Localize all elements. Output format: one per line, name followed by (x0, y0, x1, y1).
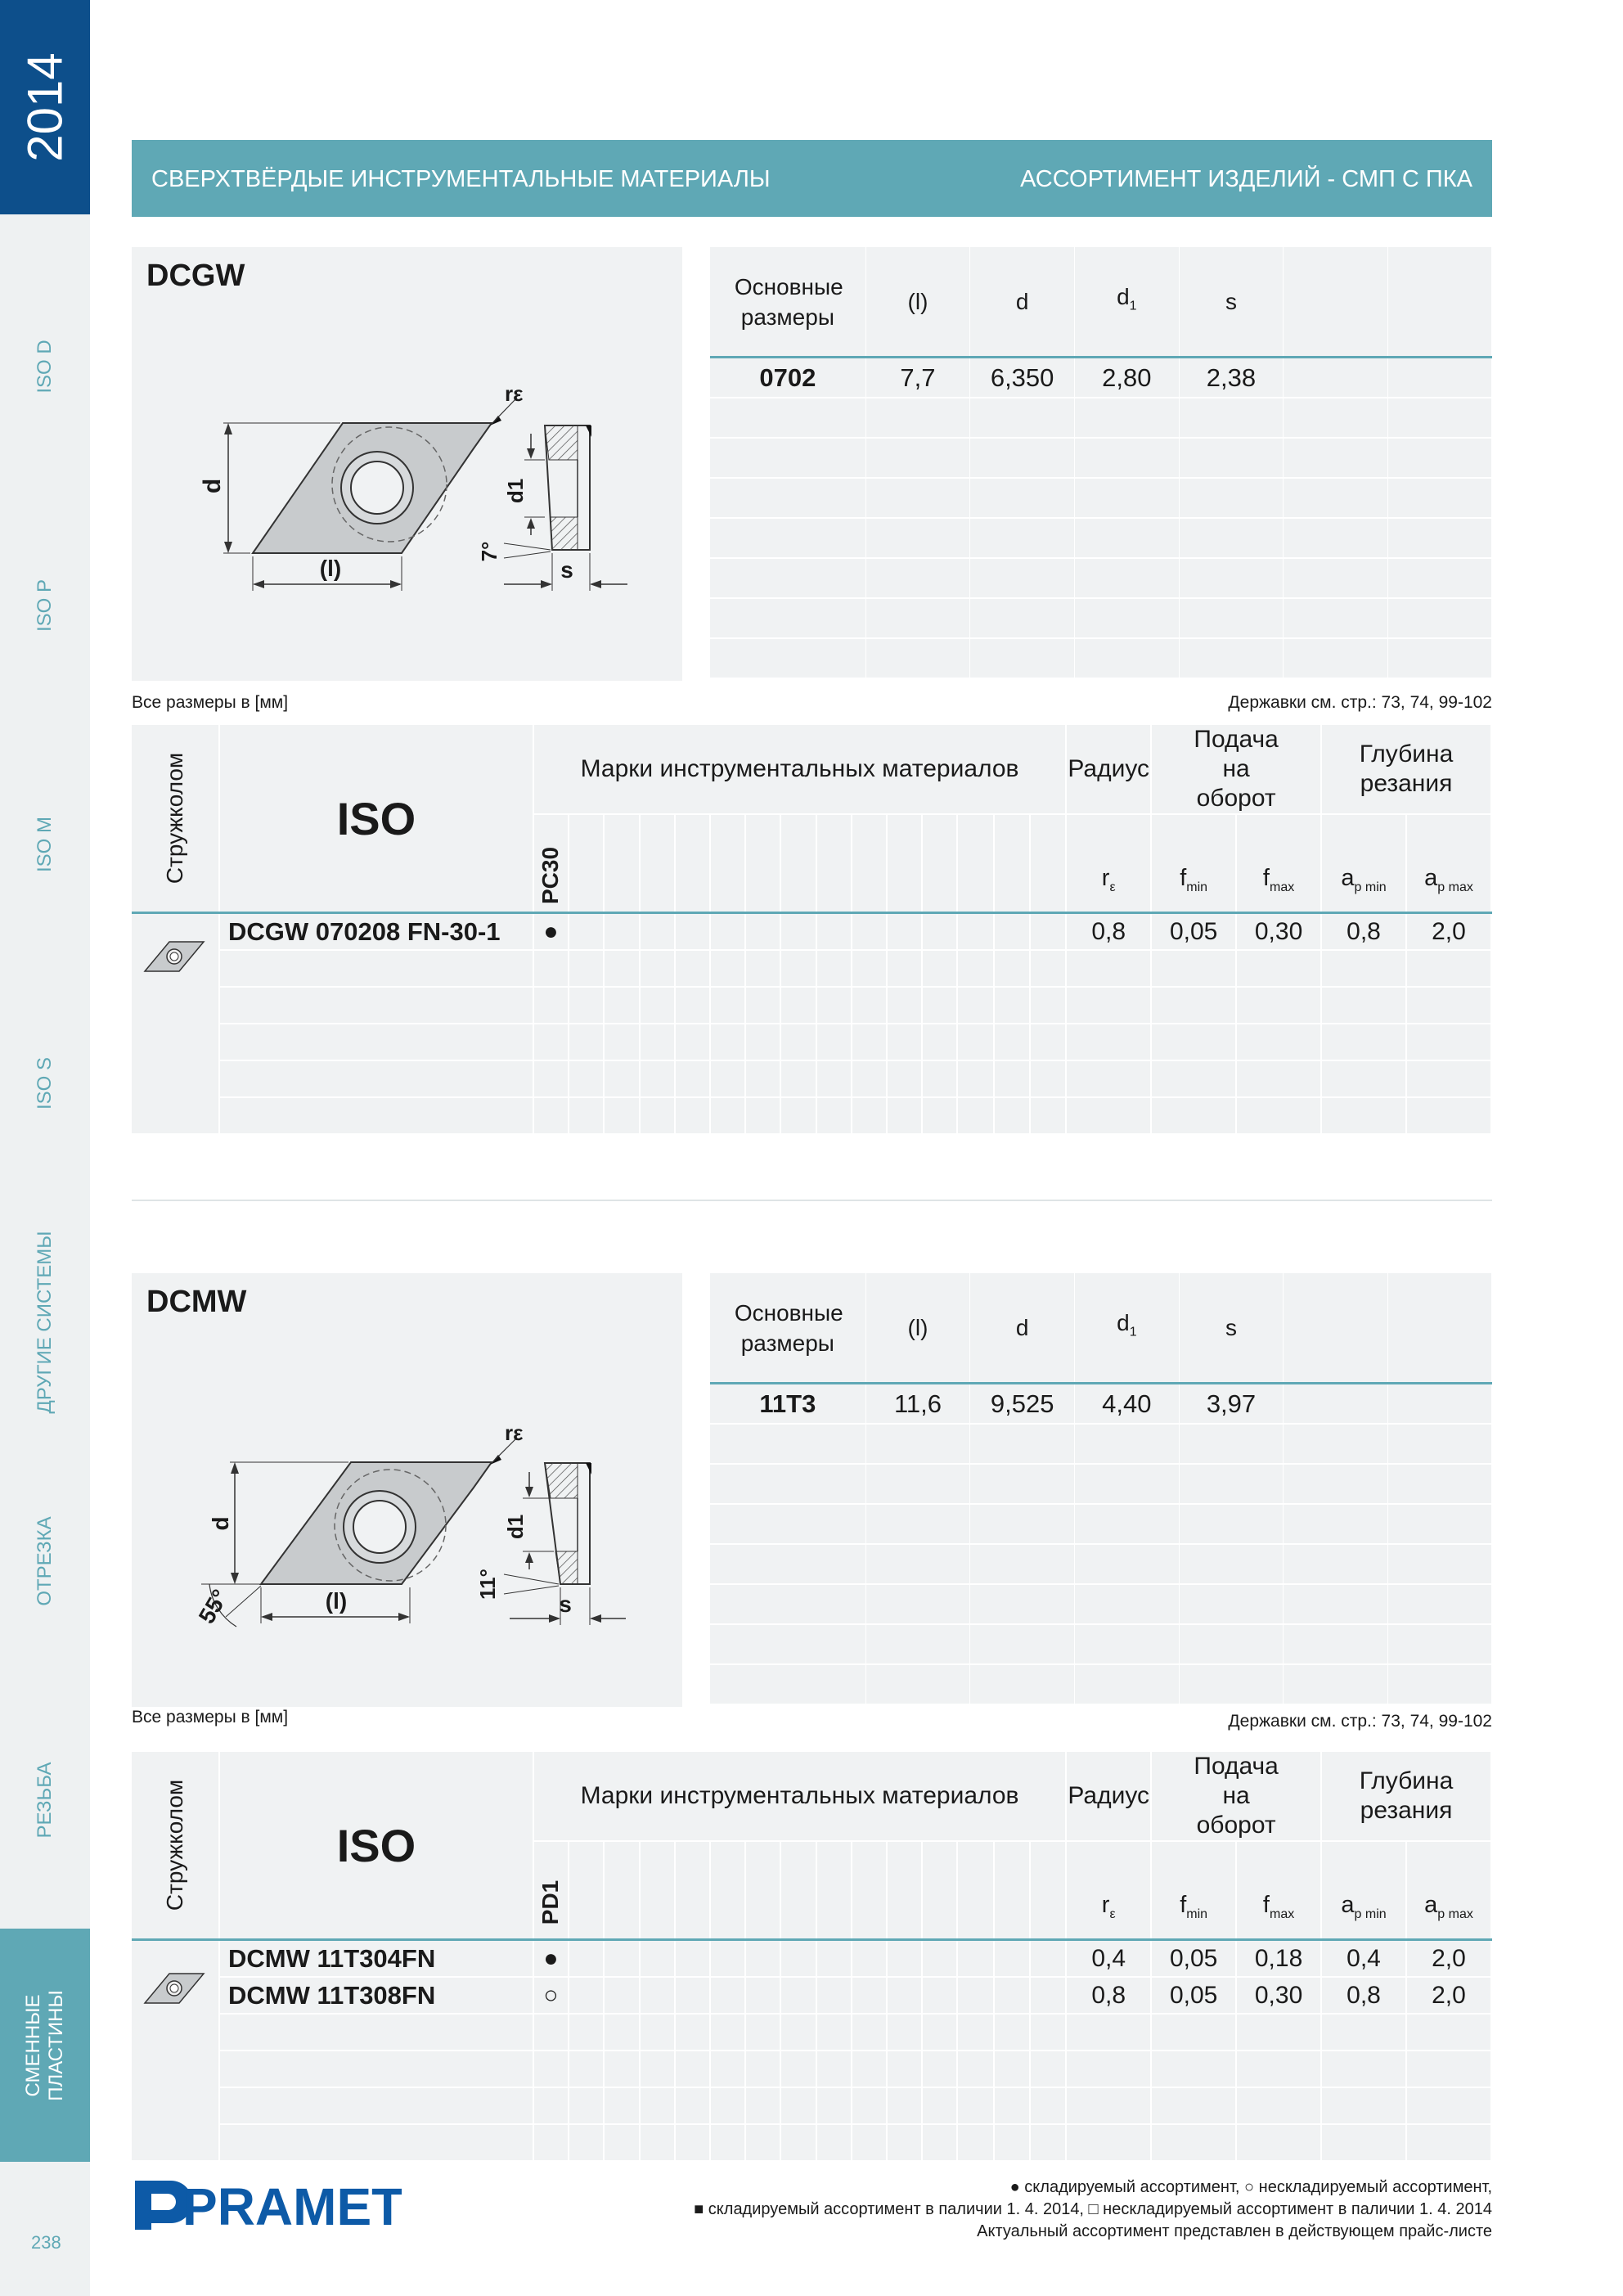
sym-fmax (1236, 1841, 1321, 1940)
dimension-table (710, 247, 1492, 679)
grade-label: PD1 (537, 1880, 564, 1925)
dim-empty (1387, 1384, 1491, 1425)
col-depth-label: Глубина резания (1359, 1767, 1454, 1824)
holders-note: Державки см. стр.: 73, 74, 99-102 (1228, 1712, 1492, 1731)
tab-iso-d[interactable] (0, 250, 90, 483)
dim-col-d: d (970, 1273, 1075, 1384)
tab-iso-p[interactable] (0, 488, 90, 722)
tab-parting[interactable] (0, 1444, 90, 1677)
product-section-dcgw (132, 247, 1492, 1131)
sym-f-base: f (1262, 865, 1270, 892)
col-iso: ISO (219, 725, 533, 913)
sym-a-base: a (1424, 865, 1438, 892)
dim-col-l: (l) (865, 1273, 970, 1384)
year-label: 2014 (17, 52, 73, 162)
sym-apmax (1406, 1841, 1491, 1940)
chipbreaker-thumb (132, 1940, 219, 2162)
dim-size: 11T3 (710, 1384, 865, 1425)
value-apmin: 0,4 (1321, 1940, 1406, 1978)
pramet-logo (132, 2176, 402, 2237)
insert-thumb-icon (133, 1962, 215, 2011)
sym-r-base: r (1101, 1892, 1110, 1919)
sym-apmin-sub: p min (1354, 880, 1387, 894)
dim-col-empty (1387, 1273, 1491, 1384)
label-r: rε (505, 1420, 524, 1445)
label-d: d (199, 478, 226, 494)
sym-r-sub: ε (1109, 1907, 1116, 1921)
sym-r (1066, 814, 1151, 913)
col-radius: Радиус (1066, 725, 1151, 814)
insert-drawing (132, 247, 682, 681)
dim-col-d1-sub: 1 (1129, 299, 1137, 313)
dim-header-text: Основные размеры (734, 1299, 843, 1356)
sym-fmin (1151, 1841, 1236, 1940)
dim-empty (1387, 358, 1491, 398)
page-number: 238 (31, 2232, 61, 2253)
dim-s: 3,97 (1179, 1384, 1284, 1425)
dims-note: Все размеры в [мм] (132, 693, 289, 712)
sym-apmin (1321, 814, 1406, 913)
value-r: 0,8 (1066, 913, 1151, 951)
label-s: s (559, 1591, 572, 1617)
year-badge (0, 0, 90, 214)
label-s: s (560, 557, 573, 583)
pramet-logo-icon (132, 2176, 402, 2233)
stock-mark: ● (533, 1940, 569, 1978)
tab-iso-s[interactable] (0, 966, 90, 1200)
sym-apmin (1321, 1841, 1406, 1940)
dim-empty (1284, 358, 1387, 398)
col-feed (1151, 725, 1321, 814)
insert-drawing (132, 1273, 682, 1707)
col-depth-label: Глубина резания (1359, 741, 1454, 797)
dim-col-d1-base: d (1117, 1310, 1130, 1336)
grade-header (533, 1841, 569, 1940)
sidebar (0, 0, 90, 2296)
insert-code: DCMW (146, 1285, 247, 1319)
sym-fmin (1151, 814, 1236, 913)
value-apmax: 2,0 (1406, 913, 1491, 951)
stock-legend (694, 2177, 1492, 2243)
dim-s: 2,38 (1179, 358, 1284, 398)
designation: DCMW 11T308FN (219, 1977, 533, 2014)
tab-threading[interactable] (0, 1683, 90, 1916)
section-header (132, 140, 1492, 217)
dim-col-d1-base: d (1117, 284, 1130, 310)
dimension-table (710, 1273, 1492, 1705)
sym-r-base: r (1101, 865, 1110, 892)
sym-fmax-sub: max (1269, 1907, 1295, 1921)
dim-col-l: (l) (865, 247, 970, 358)
dim-col-empty (1284, 247, 1387, 358)
tab-label: ISO P (34, 579, 56, 632)
value-fmin: 0,05 (1151, 1940, 1236, 1978)
value-apmax: 2,0 (1406, 1940, 1491, 1978)
table-row (132, 913, 1491, 951)
value-r: 0,8 (1066, 1977, 1151, 2014)
sym-fmin-sub: min (1186, 1907, 1208, 1921)
col-iso: ISO (219, 1752, 533, 1940)
tab-label: ISO S (34, 1056, 56, 1110)
header-left: СВЕРХТВЁРДЫЕ ИНСТРУМЕНТАЛЬНЫЕ МАТЕРИАЛЫ (151, 166, 771, 192)
col-feed-label: Подача на оборот (1194, 726, 1279, 812)
label-angle: 11° (475, 1569, 500, 1600)
legend-line-2: ■ складируемый ассортимент в паличии 1. 4. 2014, □ нескладируемый ассортимент в паличии 1. 4. 2014 (694, 2200, 1492, 2218)
dim-d: 6,350 (970, 358, 1075, 398)
label-d: d (208, 1516, 233, 1531)
dim-l: 7,7 (865, 358, 970, 398)
sym-fmin-sub: min (1186, 880, 1208, 894)
sym-r (1066, 1841, 1151, 1940)
table-row (132, 1977, 1491, 2014)
dim-col-d1 (1075, 1273, 1180, 1384)
sym-r-sub: ε (1109, 880, 1116, 894)
dim-header-text: Основные размеры (734, 273, 843, 330)
value-fmax: 0,30 (1236, 913, 1321, 951)
col-depth (1321, 1752, 1491, 1841)
insert-thumb-icon (133, 930, 215, 979)
dim-col-d1 (1074, 247, 1179, 358)
label-l: (l) (325, 1588, 348, 1614)
tab-label: ОТРЕЗКА (34, 1515, 56, 1606)
sym-apmax-sub: p max (1437, 1907, 1473, 1921)
sym-a-base: a (1341, 1892, 1355, 1919)
sym-apmax (1406, 814, 1491, 913)
col-chipbreaker-label: Стружколом (162, 1779, 187, 1911)
dim-col-d1-sub: 1 (1129, 1325, 1137, 1339)
sym-apmax-sub: p max (1437, 880, 1473, 894)
legend-line-3: Актуальный ассортимент представлен в действующем прайс-листе (977, 2222, 1492, 2240)
value-fmin: 0,05 (1151, 1977, 1236, 2014)
label-l: (l) (319, 556, 342, 581)
product-table (132, 725, 1492, 1135)
col-depth (1321, 725, 1491, 814)
dims-note: Все размеры в [мм] (132, 1708, 289, 1727)
sym-fmax-sub: max (1269, 880, 1295, 894)
col-grades: Марки инструментальных материалов (533, 1752, 1066, 1841)
label-d1: d1 (503, 478, 528, 504)
product-table (132, 1752, 1492, 2162)
label-corner-angle: 55° (193, 1585, 233, 1628)
dim-col-empty (1284, 1273, 1387, 1384)
tab-label: РЕЗЬБА (34, 1762, 56, 1838)
sym-fmax (1236, 814, 1321, 913)
insert-drawing-box (132, 1273, 682, 1707)
value-r: 0,4 (1066, 1940, 1151, 1978)
col-chipbreaker-label: Стружколом (162, 752, 187, 885)
sym-a-base: a (1424, 1892, 1438, 1919)
value-fmax: 0,18 (1236, 1940, 1321, 1978)
header-right: АССОРТИМЕНТ ИЗДЕЛИЙ - СМП С ПКА (1020, 166, 1472, 192)
col-feed (1151, 1752, 1321, 1841)
logo-text: PRAMET (182, 2177, 402, 2233)
sym-apmin-sub: p min (1354, 1907, 1387, 1921)
col-grades: Марки инструментальных материалов (533, 725, 1066, 814)
label-r: rε (505, 381, 524, 406)
col-chipbreaker (132, 1752, 219, 1940)
sym-f-base: f (1180, 1892, 1187, 1919)
dim-col-s: s (1179, 247, 1284, 358)
dim-col-d: d (970, 247, 1075, 358)
col-radius: Радиус (1066, 1752, 1151, 1841)
value-fmax: 0,30 (1236, 1977, 1321, 2014)
tab-inserts[interactable] (0, 1929, 90, 2162)
sym-f-base: f (1262, 1892, 1270, 1919)
value-apmin: 0,8 (1321, 1977, 1406, 2014)
dim-d1: 2,80 (1074, 358, 1179, 398)
holders-note: Державки см. стр.: 73, 74, 99-102 (1228, 693, 1492, 712)
value-apmin: 0,8 (1321, 913, 1406, 951)
sym-a-base: a (1341, 865, 1355, 892)
dim-d1: 4,40 (1075, 1384, 1180, 1425)
chipbreaker-thumb (132, 913, 219, 1135)
grade-header (533, 814, 569, 913)
col-chipbreaker (132, 725, 219, 913)
value-fmin: 0,05 (1151, 913, 1236, 951)
tab-iso-m[interactable] (0, 727, 90, 961)
designation: DCMW 11T304FN (219, 1940, 533, 1978)
col-feed-label: Подача на оборот (1194, 1753, 1279, 1839)
dim-col-empty (1387, 247, 1491, 358)
dim-header (710, 247, 865, 358)
designation: DCGW 070208 FN-30-1 (219, 913, 533, 951)
tab-label: ISO M (34, 816, 56, 872)
section-divider (132, 1200, 1492, 1201)
tab-label: ДРУГИЕ СИСТЕМЫ (34, 1231, 56, 1413)
product-section-dcmw (132, 1273, 1492, 2157)
stock-mark: ● (533, 913, 569, 951)
insert-code: DCGW (146, 259, 245, 293)
label-angle: 7° (477, 541, 501, 562)
tab-label: ISO D (34, 339, 56, 394)
grade-label: PC30 (537, 846, 564, 905)
table-row (132, 1940, 1491, 1978)
insert-drawing-box (132, 247, 682, 681)
dim-col-s: s (1179, 1273, 1284, 1384)
legend-line-1: ● складируемый ассортимент, ○ нескладируемый ассортимент, (1009, 2178, 1492, 2196)
tab-other-systems[interactable] (0, 1205, 90, 1438)
stock-mark: ○ (533, 1977, 569, 2014)
dim-l: 11,6 (865, 1384, 970, 1425)
label-d1: d1 (503, 1514, 528, 1540)
dim-header (710, 1273, 865, 1384)
sym-f-base: f (1180, 865, 1187, 892)
dim-empty (1284, 1384, 1387, 1425)
dim-d: 9,525 (970, 1384, 1075, 1425)
dim-size: 0702 (710, 358, 865, 398)
tab-label: СМЕННЫЕ ПЛАСТИНЫ (22, 1989, 67, 2101)
value-apmax: 2,0 (1406, 1977, 1491, 2014)
